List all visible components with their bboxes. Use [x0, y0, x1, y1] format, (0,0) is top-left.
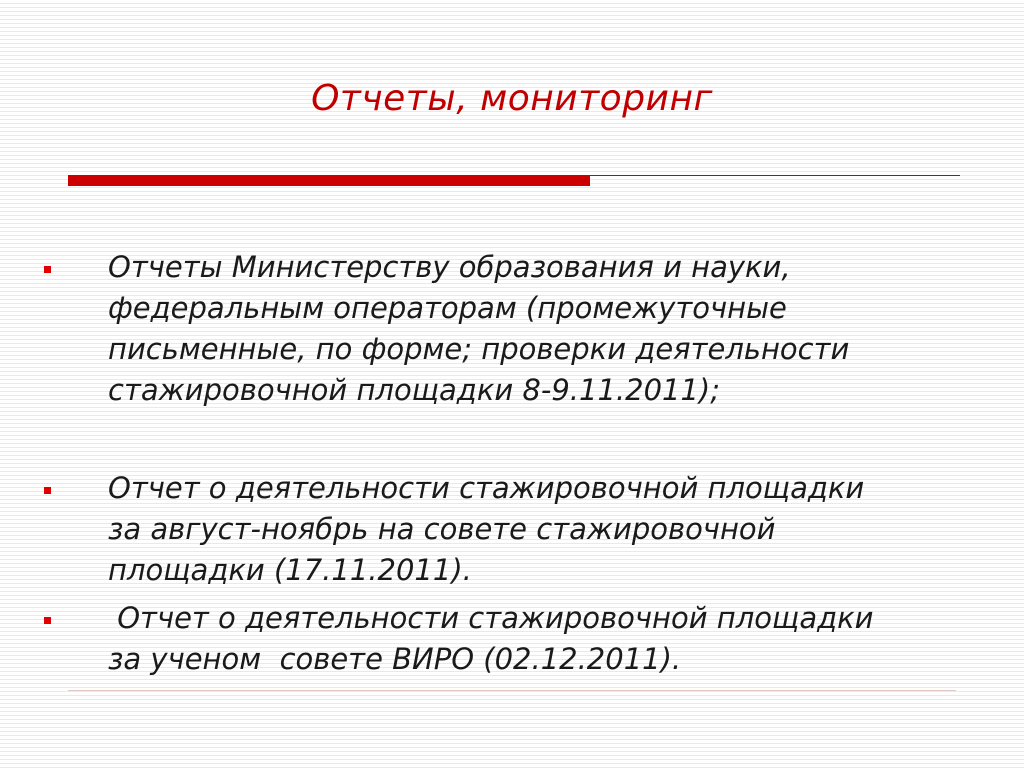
- red-square-bullet-icon: [44, 266, 51, 273]
- red-square-bullet-icon: [44, 617, 51, 624]
- footer-divider: [68, 690, 956, 691]
- list-item-text: Отчет о деятельности стажировочной площадки за ученом совете ВИРО (02.12.2011).: [108, 601, 874, 676]
- slide-title: Отчеты, мониторинг: [311, 78, 713, 119]
- title-underline-thin: [590, 175, 960, 176]
- list-item-text: Отчет о деятельности стажировочной площадки за август-ноябрь на совете стажировочной площадки (17.11.2011).: [108, 471, 865, 587]
- list-item-text: Отчеты Министерству образования и науки, федеральным операторам (промежуточные письменные, по форме; проверки деятельности стажировочной площадки 8-9.11.2011);: [108, 250, 850, 407]
- red-square-bullet-icon: [44, 487, 51, 494]
- title-underline-thick: [68, 175, 590, 186]
